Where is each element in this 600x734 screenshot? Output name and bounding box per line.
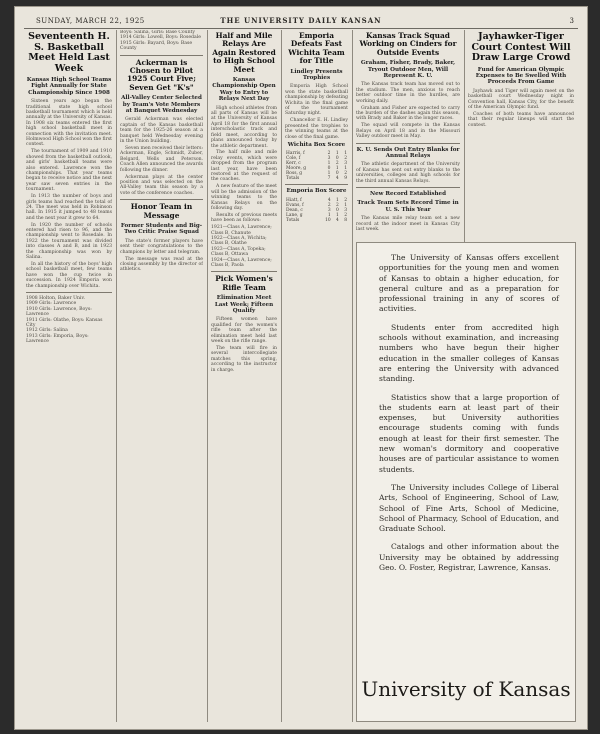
ad-paragraph: Statistics show that a large proportion of the students earn at least part of their expenses, but University authorities encourage students coming with funds enough at least for their first semester. The new woman's dormitory and cooperative houses are of particular assistance to women students. <box>379 392 559 474</box>
table-row: Harris, f 2 1 1 <box>286 151 347 157</box>
ad-paragraph: Catalogs and other information about the University may be obtained by addressing Geo. O. Foster, Registrar, Lawrence, Kansas. <box>379 542 559 573</box>
column-4 <box>285 30 348 722</box>
table-row: Cole, f 3 0 2 <box>286 156 347 162</box>
box-score-title: Wichita Box Score <box>287 142 346 148</box>
subhead-relays: Kansas Championship Open Way to Entry to Relays Next Day <box>212 77 276 103</box>
result-item: 1922—Class A, Wichita; Class B, Olathe <box>211 236 267 247</box>
article-paragraph: Coaches of both teams have announced that their regular lineups will start the contest. <box>468 111 574 128</box>
subhead-rifle-team: Elimination Meet Last Week; Fifteen Qualify <box>214 295 274 315</box>
subhead-emporia: Lindley Presents Trophies <box>290 68 343 82</box>
newspaper-title: THE UNIVERSITY DAILY KANSAN <box>220 16 382 25</box>
result-item: 1908 Holton, Baker Univ. <box>26 296 85 302</box>
table-row: Evans, f 2 2 1 <box>286 202 347 208</box>
headline-new-record: New Record Established <box>369 190 447 197</box>
article-paragraph: In all the history of the boys' high school basketball meet, few teams have won the cup twice in succession. In 1924 Emporia won the championship over Wichita. <box>26 262 112 289</box>
article-paragraph: The message was read at the closing assembly by the director of athletics. <box>120 256 203 273</box>
article-paragraph: The state's former players have sent their congratulations to the champions by letter and telegram. <box>120 238 203 255</box>
article-paragraph: The Kansas mile relay team set a new record at the indoor meet in Kansas City last week. <box>356 216 460 232</box>
column-3 <box>211 30 277 722</box>
table-row: Ross, g 1 0 2 <box>286 171 347 177</box>
article-paragraph: Emporia High School won the state basketball championship by defeating Wichita in the final game of the tournament Saturday night. <box>285 84 348 117</box>
article-paragraph: The athletic department of the University of Kansas has sent out entry blanks to the universities, colleges and high schools for the third annual Kansas Relays. <box>356 162 460 184</box>
table-row: Totals 7 4 9 <box>286 176 347 182</box>
newspaper-page <box>14 6 588 730</box>
divider <box>356 143 460 144</box>
result-item: 1914 Girls: Lowell, Boys: Rosedale <box>120 35 201 41</box>
result-item: 1913 Girls: Emporia, Boys: Lawrence <box>26 333 89 345</box>
column-rule <box>281 30 282 722</box>
divider <box>211 271 277 272</box>
article-paragraph: Jayhawk and Tiger will again meet on the basketball court Wednesday night in Convention hall, Kansas City, for the benefit of the American Olympic fund. <box>468 88 574 110</box>
ad-paragraph: The University includes College of Liberal Arts, School of Engineering, School of Law, School of Fine Arts, School of Medicine, School of Pharmacy, School of Education, and Graduate School. <box>379 482 559 534</box>
article-paragraph: The team will fire in several intercollegiate matches this spring, according to the instructor in charge. <box>211 346 277 373</box>
result-item: Boys: Salina, Girls: Base County <box>120 30 196 35</box>
table-row: Hiatt, f 4 1 2 <box>286 197 347 203</box>
subhead-honor-team: Former Students and Big-Two Critic Praise Squad <box>120 222 203 236</box>
subhead-ackerman: All-Valley Center Selected by Team's Vote Members at Banquet Wednesday <box>121 95 202 115</box>
result-item: 1915 Girls: Bayard, Boys: Base County <box>120 40 193 52</box>
subhead-jayhawker-tiger: Fund for American Olympic Expenses to Be Swelled With Proceeds From Game <box>475 66 567 86</box>
article-paragraph: Results of previous meets have been as follows: <box>211 212 277 224</box>
ad-paragraph: The University of Kansas offers excellent opportunities for the young men and women of Kansas to obtain a higher education, for general culture and as a preparation for professional training in any of scores of activities. <box>379 253 559 314</box>
box-score-title: Emporia Box Score <box>286 188 347 195</box>
results-list <box>211 225 277 268</box>
column-5 <box>356 30 460 236</box>
result-item: 1923—Class A, Topeka; Class B, Ottawa <box>211 246 266 258</box>
column-rule <box>116 30 117 722</box>
ad-paragraph: Students enter from accredited high schools without examination, and increasing numbers who have begun their higher education in the smaller colleges of Kansas are entering the University with advanced standing. <box>379 322 559 384</box>
table-row: Moore, g 0 1 1 <box>286 166 347 172</box>
article-paragraph: Sixteen years ago began the traditional state high school basketball tournament which is held annually at the University of Kansas. In 1908 six teams entered the first high school basketball meet in connection with the invitation meet. Holmwood High School won the first contest. <box>26 99 112 148</box>
article-paragraph: Ackerman plays at the center position and was selected on the All-Valley team this season by a vote of the conference coaches. <box>120 174 203 196</box>
table-row: Lane, g 1 1 2 <box>286 212 347 218</box>
article-paragraph: The half mile and mile relay events, which were dropped from the program last year, have been restored at the request of the coaches. <box>211 150 277 183</box>
box-score-table <box>285 198 348 223</box>
article-paragraph: Gerald Ackerman was elected captain of the Kansas basketball team for the 1925-26 season at a banquet held Wednesday evening in the Union building. <box>120 117 203 145</box>
subhead-new-record: Track Team Sets Record Time in U. S. This Year <box>357 200 459 213</box>
advertisement-text <box>379 253 559 581</box>
column-rule <box>352 30 353 722</box>
divider <box>120 55 203 56</box>
table-row: Totals 10 4 8 <box>286 217 347 223</box>
subhead-basketball-meet: Kansas High School Teams Fight Annually for State Championship Since 1908 <box>26 77 112 96</box>
university-signature: University of Kansas <box>361 677 571 701</box>
table-row: Dean, c 3 0 3 <box>286 207 347 213</box>
result-item: 1910 Girls: Lawrence, Boys: Lawrence <box>26 306 92 318</box>
column-1 <box>26 30 112 722</box>
box-score-table <box>285 151 348 181</box>
column-2 <box>120 30 203 722</box>
result-item: 1921—Class A, Lawrence; Class B, Chanute <box>211 225 272 236</box>
divider <box>285 184 348 185</box>
headline-ackerman: Ackerman is Chosen to Pilot 1925 Court Five; Seven Get "K's" <box>127 57 196 92</box>
article-paragraph: High school athletes from all parts of Kansas will be at the University of Kansas April 18 for the first annual interscholastic track and field meet, according to plans announced today by the athletic department. <box>211 105 277 149</box>
article-paragraph: Chancellor E. H. Lindley presented the trophies to the winning teams at the close of the final game. <box>285 118 348 140</box>
column-6 <box>468 30 574 236</box>
results-list <box>120 30 203 52</box>
table-row: Kerr, c 1 2 3 <box>286 161 347 167</box>
results-list <box>26 296 112 345</box>
column-rule <box>207 30 208 722</box>
result-item: 1912 Girls: Salina <box>26 328 68 334</box>
headline-rifle-team: Pick Women's Rifle Team <box>215 274 273 292</box>
article-paragraph: Graham and Fisher are expected to carry the burden of the dashes again this season, with Brady and Baker in the longer races. <box>356 105 460 122</box>
article-paragraph: A new feature of the meet will be the admission of the winning teams to the Kansas Relays on the following day. <box>211 184 277 211</box>
result-item: 1911 Girls: Olathe, Boys: Kansas City <box>26 317 103 329</box>
headline-emporia: Emporia Defeats Fast Wichita Team for Title <box>288 31 345 66</box>
masthead <box>24 14 578 29</box>
article-paragraph: The squad will compete in the Kansas Relays on April 18 and in the Missouri Valley outdoor meet in May. <box>356 123 460 140</box>
subhead-track-squad: Graham, Fisher, Brady, Baker, Tryout Outdoor Men, Will Represent K. U. <box>360 60 456 80</box>
university-advertisement <box>356 242 576 722</box>
article-paragraph: Seven men received their letters: Ackerman, Engle, Schmidt, Zuber, Belgard, Wells and Peterson. Coach Allen announced the awards following the dinner. <box>120 146 203 173</box>
headline-honor-team: Honor Team in Message <box>130 202 193 220</box>
headline-basketball-meet: Seventeenth H. S. Basketball Meet Held Last Week <box>28 31 110 74</box>
page-number: 3 <box>569 17 574 25</box>
article-paragraph: The Kansas track team has moved out to the stadium. The men, anxious to reach better outdoor time in the hurdles, are working daily. <box>356 82 460 104</box>
article-paragraph: In 1920 the number of schools entered had risen to 96, and the championship went to Rosedale. In 1922 the tournament was divided into classes A and B, and in 1923 the championship was won by Salina. <box>26 222 112 261</box>
headline-track-squad: Kansas Track Squad Working on Cinders for Outside Events <box>359 31 457 57</box>
article-paragraph: In 1913 the number of boys and girls teams had reached the total of 24. The meet was held in Robinson hall. In 1915 it jumped to 48 teams and the next year it grew to 64. <box>26 194 112 221</box>
divider <box>356 187 460 188</box>
headline-entry-blanks: K. U. Sends Out Entry Blanks for Annual Relays <box>356 146 460 159</box>
result-item: 1909 Girls: Lawrence <box>26 301 77 307</box>
result-item: 1924—Class A, Lawrence; Class B, Paola <box>211 257 272 269</box>
article-paragraph: Fifteen women have qualified for the women's rifle team after the elimination meet held last week on the rifle range. <box>211 317 277 345</box>
divider <box>120 199 203 200</box>
headline-jayhawker-tiger: Jayhawker-Tiger Court Contest Will Draw Large Crowd <box>471 31 571 63</box>
headline-relays: Half and Mile Relays Are Again Restored to High School Meet <box>212 31 276 74</box>
article-paragraph: The tournament of 1909 and 1910 showed from the basketball outlook, and girls' basketball teams were also entered. Lawrence won the championships. That year teams began to receive notice and the next year saw seven entries in the tournament. <box>26 149 112 193</box>
issue-date: SUNDAY, MARCH 22, 1925 <box>36 17 145 25</box>
divider <box>26 292 112 293</box>
